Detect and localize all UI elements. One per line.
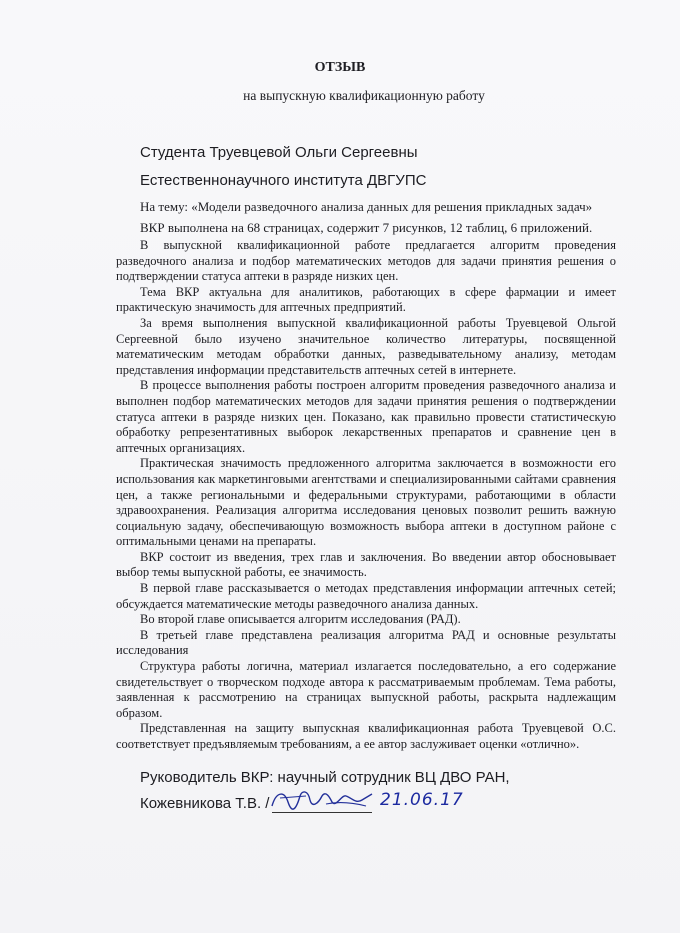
thesis-volume: ВКР выполнена на 68 страницах, содержит 7 рисунков, 12 таблиц, 6 приложений. (140, 220, 593, 235)
paragraph: ВКР состоит из введения, трех глав и заключения. Во введении автор обосновывает выбор темы выпускной работы, ее значимость. (116, 549, 616, 580)
paragraph: В выпускной квалификационной работе предлагается алгоритм проведения разведочного анализа и подбор математических методов для задачи принятия решения о подтверждении статуса аптеки в разряде низких цен. (116, 238, 616, 284)
document-title: ОТЗЫВ (314, 60, 366, 75)
paragraph: Тема ВКР актуальна для аналитиков, работающих в сфере фармации и имеет практическую значимость для аптечных предприятий. (116, 284, 616, 315)
supervisor-line: Руководитель ВКР: научный сотрудник ВЦ ДВО РАН, (140, 769, 510, 786)
paragraph: В третьей главе представлена реализация алгоритма РАД и основные результаты исследования (116, 627, 616, 658)
handwritten-signature (266, 784, 376, 814)
paragraph: Структура работы логична, материал излагается последовательно, а его содержание свидетельствует о творческом подходе автора к рассматриваемым проблемам. Тема работы, заявленная к рассмотрению на страницах выпускной работы, раскрыта надлежащим образом. (116, 659, 616, 720)
supervisor-name: Кожевникова Т.В. / (140, 795, 270, 812)
paragraph: В первой главе рассказывается о методах представления информации аптечных сетей; обсуждается математические методы разведочного анализа данных. (116, 581, 616, 611)
paragraph: В процессе выполнения работы построен алгоритм проведения разведочного анализа и выполнен подбор математических методов для задачи принятия решения о подтверждении статуса аптеки в разряде низких цен. Показано, как правильно провести статистическую обработку репрезентативных выборок лекарственных препаратов и сравнение цен в аптечных организациях. (116, 378, 616, 455)
paragraph: Во второй главе описывается алгоритм исследования (РАД). (140, 612, 461, 627)
student-institute: Естественнонаучного института ДВГУПС (140, 172, 427, 189)
document-subtitle: на выпускную квалификационную работу (243, 88, 485, 103)
student-name: Студента Труевцевой Ольги Сергеевны (140, 144, 418, 161)
paragraph: Практическая значимость предложенного алгоритма заключается в возможности его использования как маркетинговыми агентствами и специализированными сайтами сравнения цен, а также региональными и федеральными структурами, работающими в области здравоохранения. Реализация алгоритма исследования ценовых позволит решить важную социальную задачу, обеспечивающую возможность выбора аптеки в доступном районе с оптимальными ценами на препараты. (116, 456, 616, 549)
paragraph: Представленная на защиту выпускная квалификационная работа Труевцевой О.С. соответствует предъявляемым требованиям, а ее автор заслуживает оценки «отлично». (116, 721, 616, 751)
signature-date: 21.06.17 (380, 790, 464, 810)
review-body (116, 238, 616, 753)
thesis-topic: На тему: «Модели разведочного анализа данных для решения прикладных задач» (140, 199, 593, 214)
paragraph: За время выполнения выпускной квалификационной работы Труевцевой Ольгой Сергеевной было изучено значительное количество литературы, посвященной математическим методам обработки данных, разведывательному анализу, методам представления информации представительств аптечных сетей в интернете. (116, 315, 616, 377)
